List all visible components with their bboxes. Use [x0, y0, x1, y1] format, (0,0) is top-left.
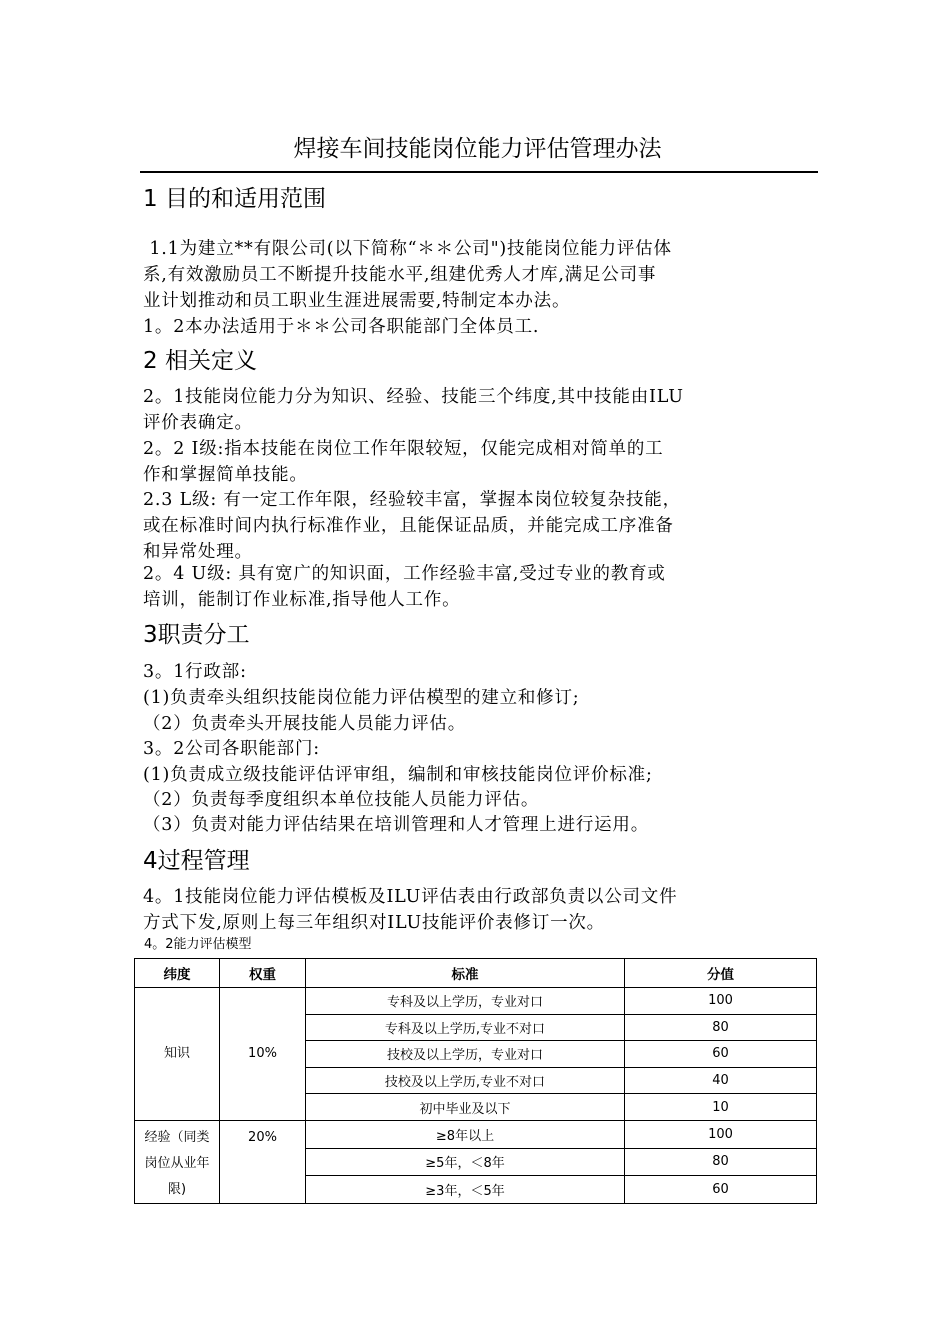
section-2-paragraph-1: 2。1技能岗位能力分为知识、经验、技能三个纬度,其中技能由ILU 评价表确定。 [143, 387, 684, 433]
section-3-line: （2）负责每季度组织本单位技能人员能力评估。 [143, 790, 540, 810]
header-weight: 权重 [220, 959, 306, 988]
header-standard: 标准 [306, 959, 625, 988]
section-2-paragraph-2: 2。2 I级:指本技能在岗位工作年限较短，仅能完成相对简单的工 作和掌握简单技能。 [143, 439, 664, 485]
dimension-cell: 经验（同类岗位从业年限) [135, 1120, 220, 1203]
score-cell: 100 [625, 988, 817, 1015]
standard-cell: ≥3年，＜5年 [306, 1176, 625, 1204]
table-caption: 4。2能力评估模型 [144, 937, 252, 952]
standard-cell: ≥5年，＜8年 [306, 1148, 625, 1176]
section-3-line: 3。1行政部: [143, 662, 247, 682]
score-cell: 100 [625, 1120, 817, 1148]
section-4-paragraph-1: 4。1技能岗位能力评估模板及ILU评估表由行政部负责以公司文件 方式下发,原则上每三年组织对ILU技能评价表修订一次。 [143, 887, 678, 933]
weight-cell: 10% [220, 988, 306, 1121]
section-2-paragraph-4: 2。4 U级: 具有宽广的知识面，工作经验丰富,受过专业的教育或 培训，能制订作业标准,指导他人工作。 [143, 564, 666, 610]
section-1-paragraph-2: 1。2本办法适用于＊＊公司各职能部门全体员工. [143, 317, 540, 337]
section-4-heading: 4过程管理 [143, 848, 250, 874]
weight-cell: 20% [220, 1120, 306, 1203]
section-2-paragraph-3: 2.3 L级: 有一定工作年限，经验较丰富，掌握本岗位较复杂技能， 或在标准时间内执行标准作业，且能保证品质，并能完成工序准备 和异常处理。 [143, 490, 681, 562]
standard-cell: ≥8年以上 [306, 1120, 625, 1148]
table-row [135, 988, 817, 1015]
header-dimension: 纬度 [135, 959, 220, 988]
standard-cell: 专科及以上学历，专业对口 [306, 988, 625, 1015]
score-cell: 40 [625, 1067, 817, 1094]
capability-model-table [134, 958, 817, 1204]
section-3-line: （3）负责对能力评估结果在培训管理和人才管理上进行运用。 [143, 815, 650, 835]
score-cell: 60 [625, 1041, 817, 1068]
table-header-row [135, 959, 817, 988]
standard-cell: 初中毕业及以下 [306, 1094, 625, 1121]
section-3-line: （2）负责牵头开展技能人员能力评估。 [143, 714, 467, 734]
section-3-line: (1)负责牵头组织技能岗位能力评估模型的建立和修订; [143, 688, 580, 708]
dimension-cell: 知识 [135, 988, 220, 1121]
standard-cell: 技校及以上学历，专业对口 [306, 1041, 625, 1068]
score-cell: 10 [625, 1094, 817, 1121]
standard-cell: 专科及以上学历,专业不对口 [306, 1014, 625, 1041]
title-underline [140, 171, 818, 173]
section-3-line: (1)负责成立级技能评估评审组，编制和审核技能岗位评价标准; [143, 765, 653, 785]
section-1-paragraph-1: 1.1为建立**有限公司(以下简称“＊＊公司")技能岗位能力评估体 系,有效激励员工不断提升技能水平,组建优秀人才库,满足公司事 业计划推动和员工职业生涯进展需要,特制定本办法。 [143, 239, 672, 311]
score-cell: 80 [625, 1014, 817, 1041]
score-cell: 60 [625, 1176, 817, 1204]
standard-cell: 技校及以上学历,专业不对口 [306, 1067, 625, 1094]
header-score: 分值 [625, 959, 817, 988]
section-1-heading: 1 目的和适用范围 [143, 186, 326, 212]
document-title: 焊接车间技能岗位能力评估管理办法 [293, 136, 662, 162]
table-row [135, 1120, 817, 1148]
section-2-heading: 2 相关定义 [143, 348, 257, 374]
section-3-heading: 3职责分工 [143, 622, 250, 648]
section-3-line: 3。2公司各职能部门: [143, 739, 320, 759]
score-cell: 80 [625, 1148, 817, 1176]
